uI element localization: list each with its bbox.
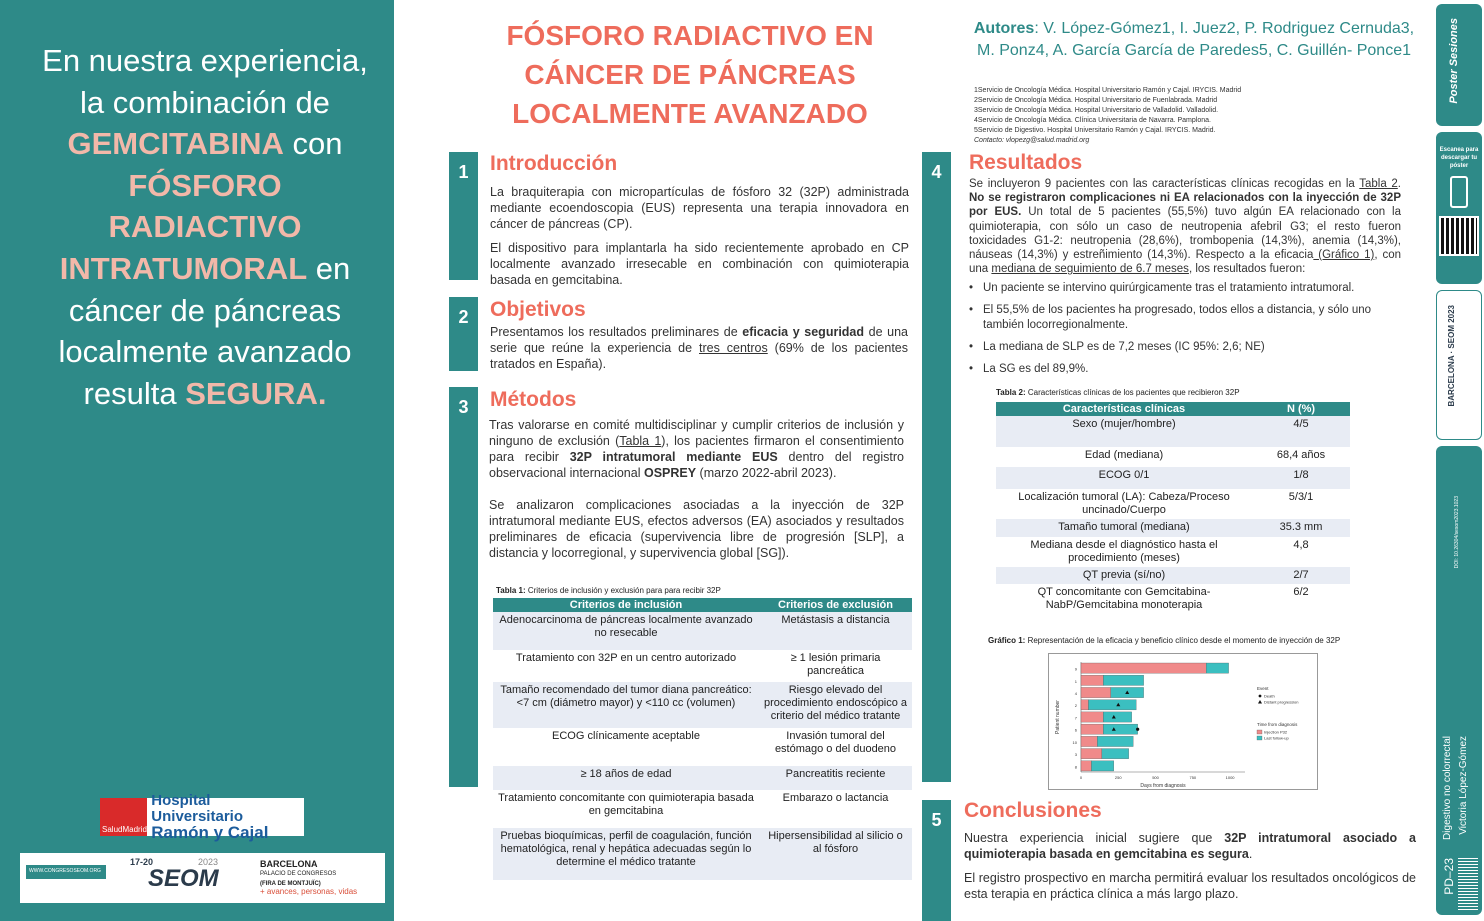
chart-legend-item: Last follow-up <box>1264 735 1289 741</box>
table-cell: 5/3/1 <box>1288 491 1314 503</box>
sidebar-qr[interactable]: Escanea para descargar tu póster <box>1436 132 1482 284</box>
key-message-text: en cáncer de páncreas localmente avanzado resulta <box>58 250 352 411</box>
table-row <box>493 790 912 828</box>
table-cell: Pruebas bioquímicas, perfil de coagulación, función hematológica, renal y hepática adecuadas según lo determine el médico tratante <box>493 828 759 880</box>
results-bullets <box>969 281 1401 384</box>
chart-y-tick-label: 3 <box>1074 752 1077 758</box>
chart-bar-followup <box>1102 749 1129 759</box>
chart-y-tick-label: 7 <box>1074 715 1077 721</box>
key-message-highlight: SEGURA. <box>185 375 327 411</box>
table-cell: 68,4 años <box>1276 449 1326 461</box>
madrid-flag-icon: SaludMadrid <box>100 798 147 836</box>
key-message <box>30 40 380 414</box>
table-clinical-characteristics <box>996 402 1350 614</box>
table-cell: Tamaño recomendado del tumor diana pancreático: <7 cm (diámetro mayor) y <110 cc (volumen) <box>493 682 759 728</box>
table-cell: Edad (mediana) <box>1084 449 1164 461</box>
chart-legend-title: Event <box>1257 686 1269 691</box>
seom-congress-logo: WWW.CONGRESOSEOM.ORG 17-20 SEOM 2023 BARCELONA PALACIO DE CONGRESOS (FIRA DE MONTJUÏC) + avances, personas, vidas <box>20 853 385 903</box>
table-cell: Localización tumoral (LA): Cabeza/Proceso uncinado/Cuerpo <box>1018 491 1230 516</box>
chart-y-tick-label: 10 <box>1072 739 1077 745</box>
chart-x-label: Days from diagnosis <box>1140 783 1186 789</box>
hospital-logo: SaludMadrid Hospital Universitario Ramón y Cajal <box>100 798 304 836</box>
table-inclusion-exclusion <box>493 598 912 880</box>
table-cell: Sexo (mujer/hombre) <box>996 416 1252 447</box>
chart-bar-followup <box>1088 700 1136 710</box>
table-cell: 35.3 mm <box>1252 519 1350 537</box>
chart-bar-injection <box>1081 761 1091 771</box>
section-title-methods: Métodos <box>490 388 577 411</box>
chart-y-label: Patient number <box>1055 700 1061 734</box>
list-item: • La mediana de SLP es de 7,2 meses (IC 95%: 2,6; NE) <box>969 340 1401 355</box>
table-row <box>996 584 1350 614</box>
table-cell: Tamaño tumoral (mediana) <box>996 519 1252 537</box>
table-row <box>493 766 912 790</box>
table-cell: Metástasis a distancia <box>759 612 912 650</box>
table2-header: N (%) <box>1252 402 1350 416</box>
table-row <box>493 728 912 766</box>
table-cell: ≥ 18 años de edad <box>493 766 759 790</box>
chart-legend-death-marker <box>1259 695 1262 698</box>
table-row <box>996 467 1350 489</box>
poster-title: FÓSFORO RADIACTIVO EN CÁNCER DE PÁNCREAS LOCALMENTE AVANZADO <box>506 20 874 129</box>
chart-bar-injection <box>1081 700 1088 710</box>
table-cell: ECOG 0/1 <box>996 467 1252 489</box>
chart-x-tick-label: 250 <box>1114 775 1122 780</box>
results-text: Se incluyeron 9 pacientes con las características clínicas recogidas en la Tabla 2. No se registraron complicaciones ni EA relacionados con la inyección de 32P por EUS. Un total de 5 pacientes (55,5%) tuvo algún EA relacionado con la quimioterapia, con sólo un caso de neutropenia afebril G3; el resto fueron toxicidades G1-2: neutropenia (28,6%), trombopenia (14,3%), anemia (14,3%), náuseas (14,3%) y estreñimiento (14,3%). Respecto a la eficacia (Gráfico 1), con una mediana de seguimiento de 6.7 meses, los resultados fueron: <box>969 178 1402 276</box>
table-cell: Tratamiento concomitante con quimioterapia basada en gemcitabina <box>498 792 754 817</box>
table-cell: Riesgo elevado del procedimiento endoscópico a criterio del médico tratante <box>759 682 912 728</box>
chart-bar-followup <box>1206 663 1228 673</box>
affiliation: 1Servicio de Oncología Médica. Hospital Universitario Ramón y Cajal. IRYCIS. Madrid <box>974 87 1242 94</box>
sidebar <box>1436 0 1484 921</box>
table-cell: Invasión tumoral del estómago o del duodeno <box>774 730 897 755</box>
key-message-text: En nuestra experiencia, la combinación de <box>42 43 368 120</box>
table-cell: Hipersensibilidad al silicio o al fósforo <box>759 828 912 880</box>
table-cell: 4/5 <box>1252 416 1350 447</box>
table1-caption: Tabla 1: Criterios de inclusión y exclusión para para recibir 32P <box>496 586 721 595</box>
table2-header: Características clínicas <box>996 402 1252 416</box>
conclusions-text: Nuestra experiencia inicial sugiere que 32P intratumoral asociado a quimioterapia basada en gemcitabina es segura. El registro prospectivo en marcha permitirá evaluar los resultados oncológicos de esta terapia en práctica clínica a más largo plazo. <box>964 831 1416 901</box>
chart-legend-item: Injection P32 <box>1264 729 1288 735</box>
affiliation: 3Servicio de Oncología Médica. Hospital Universitario de Valladolid. Valladolid. <box>974 107 1219 114</box>
left-panel <box>0 0 394 921</box>
chart-bar-followup <box>1097 736 1133 746</box>
table-row <box>493 650 912 682</box>
table2-caption: Tabla 2: Características clínicas de los pacientes que recibieron 32P <box>996 388 1240 397</box>
swimmer-plot <box>1048 653 1318 790</box>
table-row <box>996 489 1350 519</box>
table-cell: 2/7 <box>1252 567 1350 584</box>
section-number-3: 3 <box>449 387 478 787</box>
chart-bar-followup <box>1091 761 1113 771</box>
sidebar-brand: Poster Sesiones <box>1436 4 1482 126</box>
methods-text: Tras valorarse en comité multidisciplinar y cumplir criterios de inclusión y ninguno de exclusión (Tabla 1), los pacientes firmaron el consentimiento para recibir 32P intratumoral mediante EUS dentro del registro observacional internacional OSPREY (marzo 2022-abril 2023). Se analizaron complicaciones asociadas a la inyección de 32P intratumoral mediante EUS, efectos adversos (EA) asociados y resultados preliminares de eficacia (supervivencia libre de progresión [SLP], a distancia y locorregional, y supervivencia global [SG]). <box>489 418 905 560</box>
affiliation: 2Servicio de Oncología Médica. Hospital Universitario de Fuenlabrada. Madrid <box>974 97 1218 104</box>
section-title-objectives: Objetivos <box>490 298 586 321</box>
chart-event-death <box>1136 728 1139 731</box>
section-number-1: 1 <box>449 152 478 280</box>
chart-bar-injection <box>1081 736 1097 746</box>
chart-y-tick-label: 2 <box>1074 703 1077 709</box>
list-item: • Un paciente se intervino quirúrgicamente tras el tratamiento intratumoral. <box>969 281 1401 296</box>
chart-caption: Gráfico 1: Representación de la eficacia y beneficio clínico desde el momento de inyección de 32P <box>988 636 1341 645</box>
chart-bar-injection <box>1081 663 1206 673</box>
chart-bar-followup <box>1103 724 1137 734</box>
table-cell: 6/2 <box>1293 586 1309 598</box>
section-number-2: 2 <box>449 297 478 371</box>
chart-x-tick-label: 500 <box>1152 775 1159 780</box>
chart-legend-swatch <box>1257 730 1262 734</box>
chart-legend-item: Death <box>1264 693 1275 699</box>
table-cell: QT previa (sí/no) <box>996 567 1252 584</box>
chart-y-tick-label: 9 <box>1074 666 1077 672</box>
phone-icon <box>1450 176 1468 208</box>
table-cell: ECOG clínicamente aceptable <box>552 730 700 742</box>
table-row <box>996 537 1350 567</box>
chart-y-tick-label: 4 <box>1074 691 1077 696</box>
chart-bar-injection <box>1081 675 1103 685</box>
table-cell: Embarazo o lactancia <box>782 792 889 804</box>
table-cell: Adenocarcinoma de páncreas localmente avanzado no resecable <box>493 612 759 650</box>
table-row <box>493 828 912 880</box>
table-cell: 1/8 <box>1252 467 1350 489</box>
table-cell: QT concomitante con Gemcitabina-NabP/Gemcitabina monoterapia <box>1037 586 1211 611</box>
table-row <box>996 447 1350 467</box>
chart-bar-injection <box>1081 687 1111 697</box>
table-row <box>996 567 1350 584</box>
key-message-highlight: FÓSFORO RADIACTIVO INTRATUMORAL <box>59 167 308 286</box>
section-title-results: Resultados <box>969 151 1083 174</box>
affiliation: 4Servicio de Oncología Médica. Clínica Universitaria de Navarra. Pamplona. <box>974 117 1211 124</box>
table-cell: 4,8 <box>1293 539 1309 551</box>
qr-code-icon[interactable] <box>1439 216 1479 256</box>
chart-legend-title: Time from diagnosis <box>1257 722 1298 727</box>
table-row <box>493 612 912 650</box>
table-cell: Pancreatitis reciente <box>759 766 912 790</box>
chart-legend-progression-marker <box>1258 700 1262 704</box>
chart-x-tick-label: 750 <box>1189 775 1197 780</box>
table-row <box>493 682 912 728</box>
sidebar-info: DOI: 10.26304/sesom2023.1023 Digestivo no colorrectal Victoria López-Gómez PD–23 <box>1436 446 1482 915</box>
table1-header: Criterios de inclusión <box>493 598 759 612</box>
section-title-intro: Introducción <box>490 152 618 175</box>
chart-svg <box>1049 654 1317 789</box>
table1-header: Criterios de exclusión <box>759 598 912 612</box>
chart-y-tick-label: 8 <box>1074 764 1077 770</box>
list-item: • El 55,5% de los pacientes ha progresado, todos ellos a distancia, y sólo uno también locorregionalmente. <box>969 303 1401 333</box>
list-item: • La SG es del 89,9%. <box>969 362 1401 377</box>
table-cell: Tratamiento con 32P en un centro autorizado <box>515 652 737 664</box>
chart-bar-injection <box>1081 712 1103 722</box>
authors: Autores: V. López-Gómez1, I. Juez2, P. Rodriguez Cernuda3, M. Ponz4, A. García García de Paredes5, C. Guillén- Ponce1 <box>973 20 1415 59</box>
table-row <box>996 519 1350 537</box>
chart-bar-injection <box>1081 749 1102 759</box>
objectives-text: Presentamos los resultados preliminares de eficacia y seguridad de una serie que reúne la experiencia de tres centros (69% de los pacientes tratados en España). <box>490 325 908 371</box>
table-cell: Mediana desde el diagnóstico hasta el procedimiento (meses) <box>1030 539 1218 564</box>
table-cell: ≥ 1 lesión primaria pancreática <box>790 652 881 677</box>
affiliations: 1Servicio de Oncología Médica. Hospital Universitario Ramón y Cajal. IRYCIS. Madrid 2Servicio de Oncología Médica. Hospital Universitario de Fuenlabrada. Madrid 3Servicio de Oncología Médica. Hospital Universitario de Valladolid. Valladolid. 4Servicio de Oncología Médica. Clínica Universitaria de Navarra. Pamplona. 5Servicio de Digestivo. Hospital Universitario Ramón y Cajal. IRYCIS. Madrid. Contacto: vlopezg@salud.madrid.org <box>974 86 1334 146</box>
intro-text: La braquiterapia con micropartículas de fósforo 32 (32P) administrada mediante ecoendoscopia (EUS) representa una terapia innovadora en cáncer de páncreas (CP). El dispositivo para implantarla ha sido recientemente aprobado en CP localmente avanzado irresecable en combinación con quimioterapia basada en gemcitabina. <box>490 185 909 287</box>
section-number-4: 4 <box>922 152 951 782</box>
chart-legend-item: Distant progression <box>1264 699 1299 705</box>
chart-bar-followup <box>1103 712 1131 722</box>
table-row <box>996 416 1350 447</box>
chart-x-tick-label: 1000 <box>1225 775 1235 780</box>
chart-x-tick-label: 0 <box>1079 775 1083 780</box>
chart-y-tick-label: 6 <box>1074 727 1077 733</box>
chart-legend-swatch <box>1257 736 1262 740</box>
chart-bar-injection <box>1081 724 1103 734</box>
key-message-text: con <box>283 126 343 162</box>
affiliation: 5Servicio de Digestivo. Hospital Universitario Ramón y Cajal. IRYCIS. Madrid. <box>974 127 1216 134</box>
chart-bar-followup <box>1103 675 1143 685</box>
section-number-5: 5 <box>922 800 951 921</box>
sidebar-event-logo: BARCELONA · SEOM 2023 <box>1436 290 1482 440</box>
section-title-conclusions: Conclusiones <box>964 799 1102 822</box>
key-message-highlight: GEMCITABINA <box>67 126 284 162</box>
chart-y-tick-label: 1 <box>1074 678 1077 684</box>
barcode-icon <box>1458 858 1478 910</box>
